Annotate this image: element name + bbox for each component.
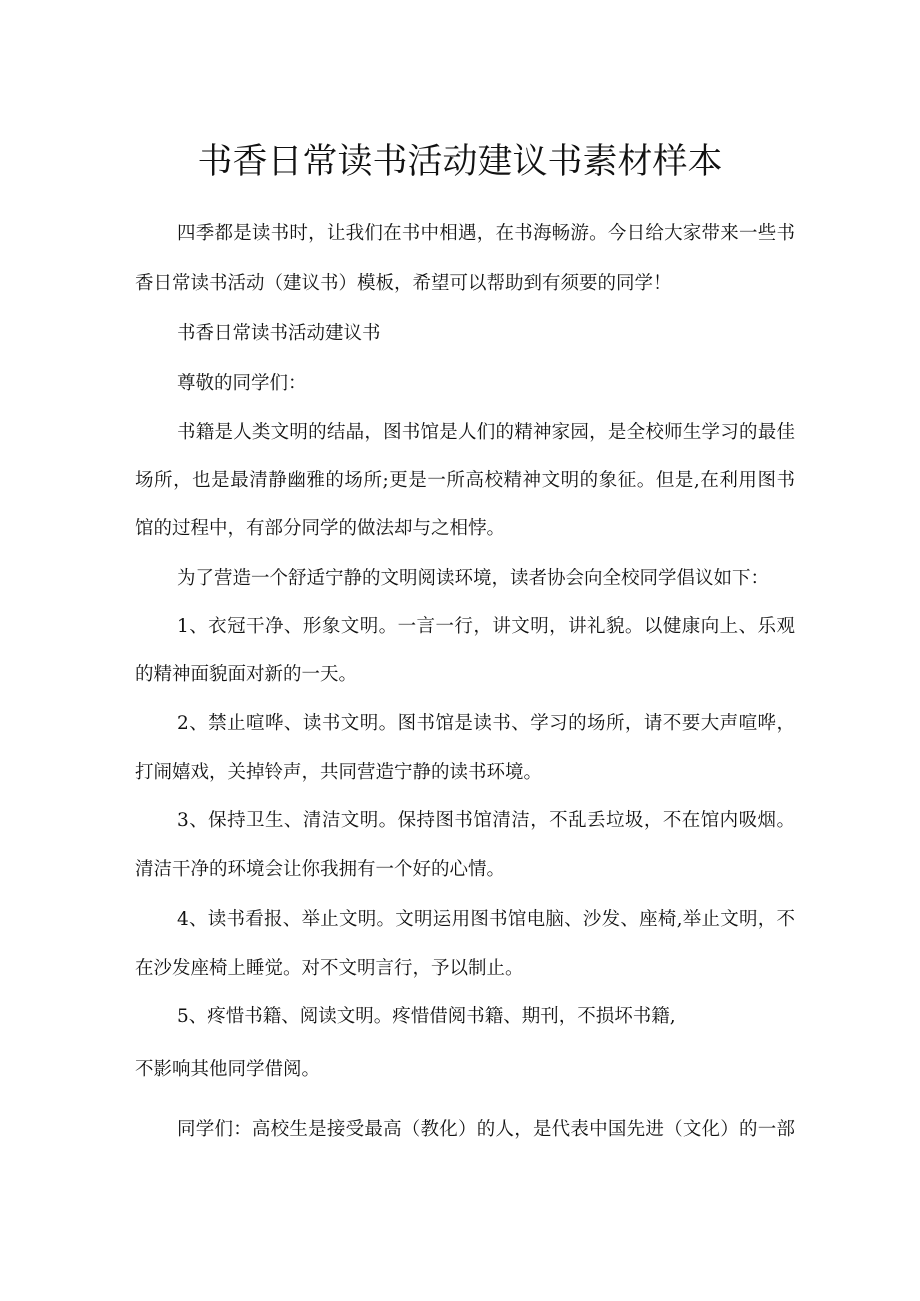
text-line: 场所，也是最清静幽雅的场所;更是一所高校精神文明的象征。但是,在利用图书 — [135, 470, 795, 491]
list-item-line: 1、衣冠干净、形象文明。一言一行，讲文明，讲礼貌。以健康向上、乐观 — [177, 616, 795, 637]
list-item-line: 2、禁止喧哗、读书文明。图书馆是读书、学习的场所，请不要大声喧哗， — [177, 713, 795, 734]
text-line: 四季都是读书时，让我们在书中相遇，在书海畅游。今日给大家带来一些书 — [177, 223, 795, 244]
list-item-line: 打闹嬉戏，关掉铃声，共同营造宁静的读书环境。 — [135, 762, 543, 783]
text-line: 同学们：高校生是接受最高（教化）的人，是代表中国先进（文化）的一部 — [177, 1119, 795, 1140]
list-item-line: 5、疼惜书籍、阅读文明。疼惜借阅书籍、期刊，不损坏书籍, — [177, 1006, 676, 1027]
text-line: 香日常读书活动（建议书）模板，希望可以帮助到有须要的同学！ — [135, 273, 672, 294]
list-item-line: 的精神面貌面对新的一天。 — [135, 664, 358, 685]
text-line: 书籍是人类文明的结晶，图书馆是人们的精神家园，是全校师生学习的最佳 — [177, 422, 795, 443]
list-item-line: 在沙发座椅上睡觉。对不文明言行，予以制止。 — [135, 958, 524, 979]
list-item-line: 不影响其他同学借阅。 — [135, 1059, 321, 1080]
salutation: 尊敬的同学们： — [177, 373, 307, 394]
letter-heading: 书香日常读书活动建议书 — [177, 323, 381, 344]
list-item-line: 4、读书看报、举止文明。文明运用图书馆电脑、沙发、座椅,举止文明，不 — [177, 909, 795, 930]
document-title: 书香日常读书活动建议书素材样本 — [197, 142, 723, 182]
list-item-line: 清洁干净的环境会让你我拥有一个好的心情。 — [135, 859, 506, 880]
text-line: 馆的过程中，有部分同学的做法却与之相悖。 — [135, 518, 506, 539]
text-line: 为了营造一个舒适宁静的文明阅读环境，读者协会向全校同学倡议如下： — [177, 568, 770, 589]
list-item-line: 3、保持卫生、清洁文明。保持图书馆清洁，不乱丢垃圾，不在馆内吸烟。 — [177, 810, 795, 831]
